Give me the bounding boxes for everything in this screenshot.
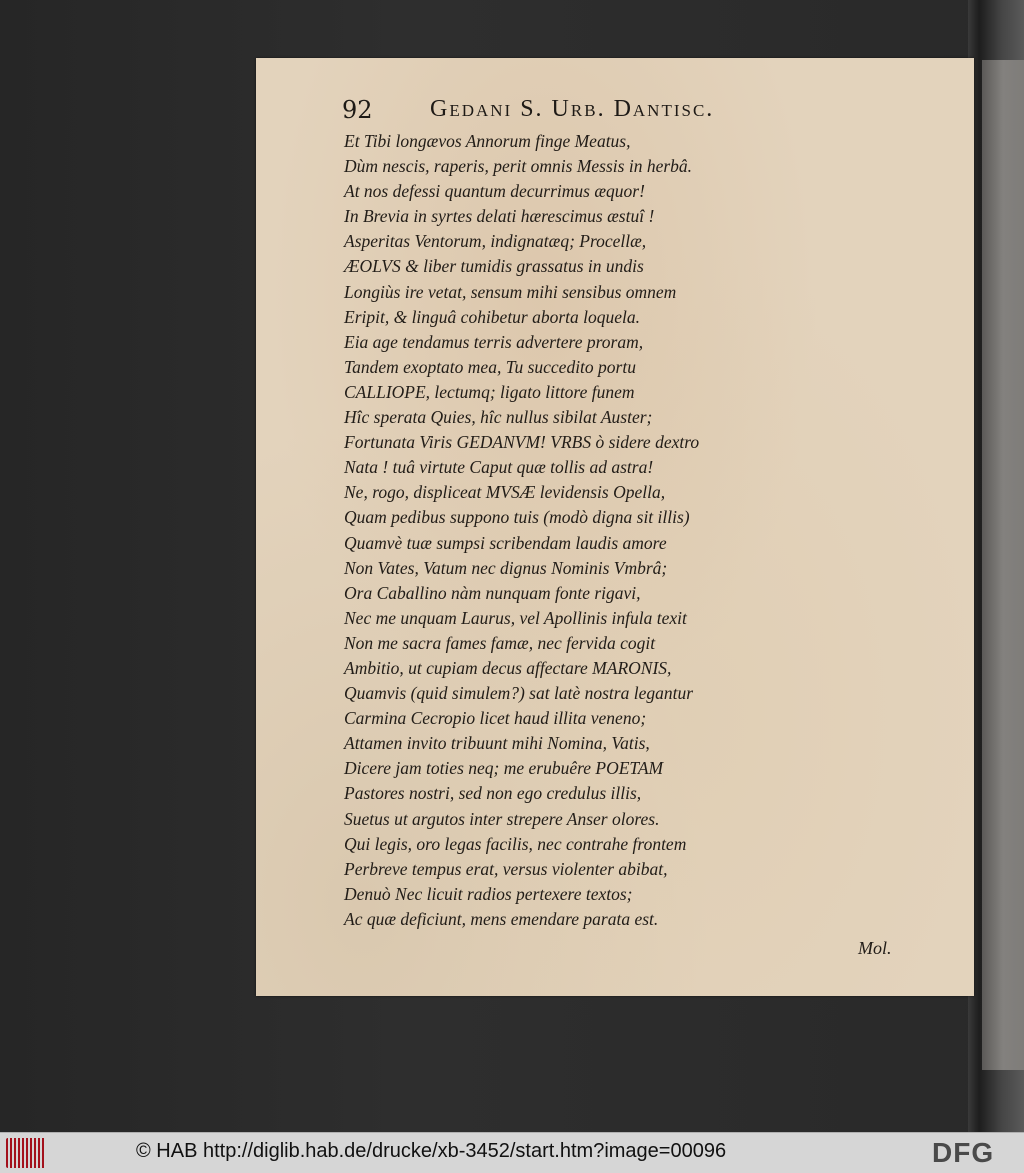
poem-line: In Brevia in syrtes delati hærescimus æstuî ! <box>344 206 655 227</box>
poem-line: Nata ! tuâ virtute Caput quæ tollis ad astra! <box>344 457 654 478</box>
page-header <box>342 96 782 128</box>
poem-line: Ora Caballino nàm nunquam fonte rigavi, <box>344 582 641 603</box>
poem-line: Tandem exoptato mea, Tu succedito portu <box>344 356 636 377</box>
poem-line: Attamen invito tribuunt mihi Nomina, Vatis, <box>344 733 650 754</box>
next-page-edge <box>982 60 1024 1070</box>
poem-line: CALLIOPE, lectumq; ligato littore funem <box>344 381 635 402</box>
poem-line: Ne, rogo, displiceat MVSÆ levidensis Opella, <box>344 482 666 503</box>
poem-line: Nec me unquam Laurus, vel Apollinis infula texit <box>344 607 687 628</box>
poem-line: Ac quæ deficiunt, mens emendare parata est. <box>344 908 659 929</box>
poem-line: Fortunata Viris GEDANVM! VRBS ò sidere dextro <box>344 432 700 453</box>
footer-bar <box>0 1132 1024 1173</box>
poem-line: Dùm nescis, raperis, perit omnis Messis in herbâ. <box>344 156 693 177</box>
poem-line: Qui legis, oro legas facilis, nec contrahe frontem <box>344 833 687 854</box>
poem-line: Quamvis (quid simulem?) sat latè nostra legantur <box>344 683 694 704</box>
poem-line: Quamvè tuæ sumpsi scribendam laudis amore <box>344 532 667 553</box>
poem-line: Ambitio, ut cupiam decus affectare MARONIS, <box>344 657 672 678</box>
poem-line: Suetus ut argutos inter strepere Anser olores. <box>344 808 660 829</box>
poem-line: Eia age tendamus terris advertere proram, <box>344 331 644 352</box>
poem-line: Dicere jam toties neq; me erubuêre POETAM <box>344 758 664 779</box>
footer-link[interactable]: © HAB http://diglib.hab.de/drucke/xb-3452/start.htm?image=00096 <box>136 1140 727 1162</box>
poem-line: Et Tibi longævos Annorum finge Meatus, <box>344 131 631 151</box>
poem-text <box>344 129 804 932</box>
poem-line: ÆOLVS & liber tumidis grassatus in undis <box>344 256 644 277</box>
catchword: Mol. <box>858 938 892 958</box>
poem-line: Longiùs ire vetat, sensum mihi sensibus omnem <box>344 281 677 302</box>
poem-line: At nos defessi quantum decurrimus æquor! <box>344 181 645 202</box>
hab-logo-icon <box>6 1138 46 1168</box>
poem-line: Carmina Cecropio licet haud illita veneno; <box>344 708 647 729</box>
dfg-logo: DFG <box>932 1137 995 1168</box>
page-number: 92 <box>342 96 373 124</box>
poem-line: Hîc sperata Quies, hîc nullus sibilat Auster; <box>344 407 653 428</box>
poem-line: Eripit, & linguâ cohibetur aborta loquela. <box>344 306 641 327</box>
poem-line: Asperitas Ventorum, indignatæq; Procellæ, <box>344 231 647 252</box>
poem-line: Non Vates, Vatum nec dignus Nominis Vmbrâ; <box>344 557 668 578</box>
running-head: Gedani S. Urb. Dantisc. <box>430 96 715 122</box>
poem-line: Quam pedibus suppono tuis (modò digna sit illis) <box>344 507 690 528</box>
poem-line: Denuò Nec licuit radios pertexere textos; <box>344 883 633 904</box>
poem-line: Non me sacra fames famæ, nec fervida cogit <box>344 632 656 653</box>
poem-line: Perbreve tempus erat, versus violenter abibat, <box>344 858 668 879</box>
poem-line: Pastores nostri, sed non ego credulus illis, <box>344 783 642 804</box>
